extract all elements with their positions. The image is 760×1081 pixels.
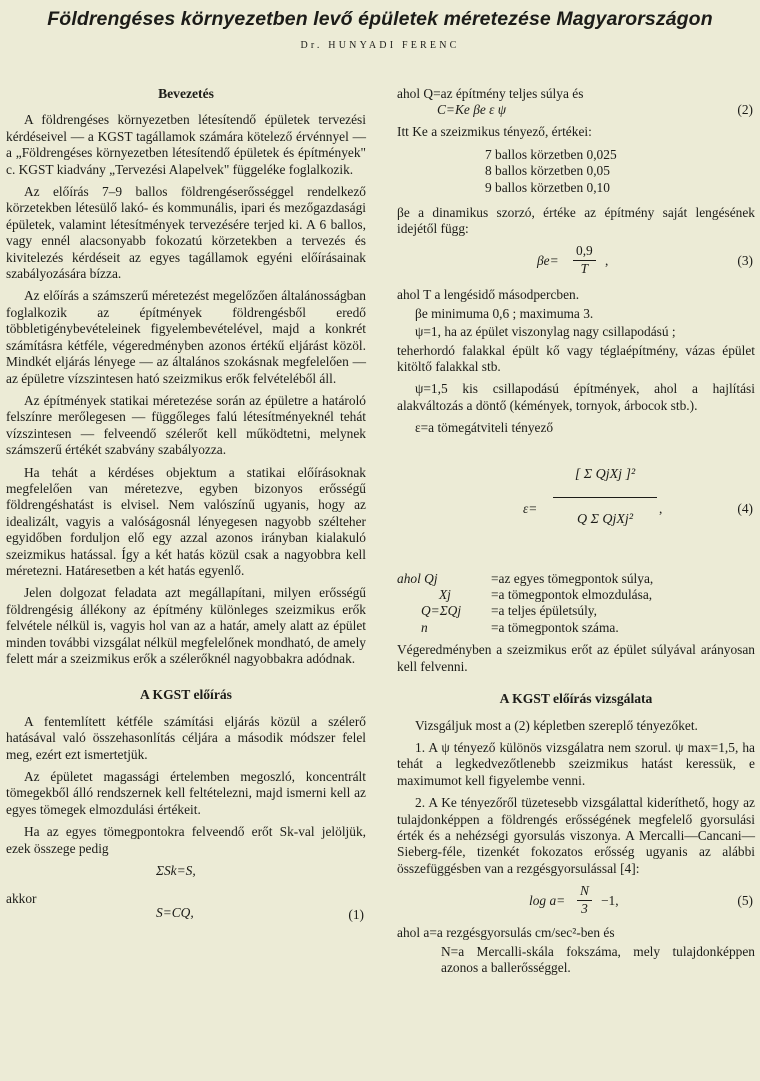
- paragraph: Itt Ke a szeizmikus tényező, értékei:: [397, 124, 592, 140]
- section-heading-kgst: A KGST előírás: [140, 687, 232, 703]
- paragraph: ψ=1, ha az épület viszonylag nagy csillapodású ;: [415, 324, 676, 340]
- fraction-numerator: [ Σ QjXj ]²: [553, 457, 657, 498]
- equation-5-lhs: log a=: [529, 893, 566, 909]
- fraction-denominator: 3: [581, 900, 588, 916]
- fraction-numerator: 0,9: [573, 243, 596, 260]
- symbol: Q=ΣQj: [421, 603, 462, 619]
- definition: =a tömegpontok száma.: [491, 619, 619, 635]
- equation-4-fraction: [553, 457, 657, 529]
- paragraph: ahol T a lengésidő másodpercben.: [397, 287, 580, 303]
- table-row: [397, 571, 657, 587]
- paragraph: Ha tehát a kérdéses objektum a statikai előírásoknak megfelelően van méretezve, egyben bizonyos erősségű földrengéshatást is elvisel. Nem valószínű ugyanis, hogy az idealizált, vagyis a valóságosnál lényegesen nagyobb szélteher egyidőben forduljon elő egy azzal azonos irányban kialakuló szeizmikus hatással. Így a két hatás közül csak a nagyobbra kell méretezni. Határesetben a két hatás egyenlő.: [6, 464, 366, 578]
- fraction-denominator: Q Σ QjXj²: [576, 512, 634, 528]
- paragraph: Vizsgáljuk most a (2) képletben szereplő tényezőket.: [415, 717, 698, 733]
- fraction-denominator: T: [580, 260, 589, 276]
- equation-number-5: (5): [737, 893, 753, 909]
- equation-number-4: (4): [737, 500, 753, 516]
- section-heading-examination: A KGST előírás vizsgálata: [499, 691, 653, 707]
- paragraph: ahol a=a rezgésgyorsulás cm/sec²-ben és: [397, 925, 615, 941]
- paragraph: 2. A Ke tényezőről tüzetesebb vizsgálattal kideríthető, hogy az tulajdonképpen a földrengés erősségének megfelelő gyorsulási érték és a nehézségi gyorsulás viszonya. A Mercalli—Cancani—Sieberg-féle, tizenkét fokozatos erősség ugyanis az alábbi összefüggésben van a rezgésgyorsulással [4]:: [397, 795, 755, 876]
- equation-3-fraction: [573, 243, 596, 277]
- paragraph: Az előírás 7–9 ballos földrengéserősséggel rendelkező körzetekben létesülő lakó- és kommunális, ipari és mezőgazdasági épületek, valamint létesítmények tervezésére terjed ki. A 6 ballos, vagy ennél alacsonyabb fokozatú körzetekben a tervezés és kivitelezés kérdéseit az egyes tagállamok egyéni előírásainak szabályozására bízza.: [6, 184, 366, 282]
- equation-1: S=CQ,: [156, 905, 194, 921]
- fraction-numerator: N: [577, 883, 592, 900]
- ke-values-list: [397, 147, 755, 197]
- paragraph: ε=a tömegátviteli tényező: [415, 420, 554, 436]
- paragraph: βe a dinamikus szorzó, értéke az építmény saját lengésének idejétől függ:: [397, 204, 755, 236]
- paragraph: A fentemlített kétféle számítási eljárás közül a szélerő hatásával való összehasonlítás céljára a második módszer felel meg, ezért ezt ismertetjük.: [6, 713, 366, 762]
- symbol: n: [421, 619, 428, 635]
- symbol-definitions: [397, 571, 657, 637]
- equation-3-comma: ,: [605, 253, 609, 269]
- equation-5-fraction: [577, 883, 592, 917]
- equation-number-1: (1): [348, 907, 364, 923]
- author-line: Dr. HUNYADI FERENC: [300, 40, 460, 51]
- equation-number-2: (2): [737, 102, 753, 118]
- list-item: 8 ballos körzetben 0,05: [485, 163, 610, 179]
- paragraph: Ha az egyes tömegpontokra felveendő erőt Sk-val jelöljük, ezek összege pedig: [6, 824, 366, 856]
- paragraph: Az építmények statikai méretezése során az épületre a határoló felszínre merőlegesen — függőleges falú létesítményeknél tehát vízszintesen — felveendő szélerőt kell működtetni, melynek számszerű értékét szabvány szabályozza.: [6, 392, 366, 458]
- table-row: [397, 603, 657, 619]
- paragraph: Az előírás a számszerű méretezést megelőzően általánosságban foglalkozik az építmények földrengésből eredő többletigénybevételeinek figyelembevételével, majd a konkrét számításra kétféle, végeredményben azonos értékű eljárást közöl. Mindkét eljárás lényege — az általános szokásnak megfelelően — az épületre vízszintesen ható szeizmikus erők felvételéből áll.: [6, 288, 366, 386]
- symbol: ahol Qj: [397, 570, 438, 586]
- table-row: [397, 587, 657, 603]
- article-title: Földrengéses környezetben levő épületek méretezése Magyarországon: [47, 8, 713, 30]
- section-heading-intro: Bevezetés: [158, 86, 214, 101]
- equation-number-3: (3): [737, 253, 753, 269]
- akkor-label: akkor: [6, 891, 37, 907]
- paragraph: Az épületet magassági értelemben megoszló, koncentrált tömegekből álló rendszernek kell feltételezni, majd ismerni kell az egyes tömegek elmozdulási értékeit.: [6, 769, 366, 817]
- equation-sum: ΣSk=S,: [156, 863, 196, 879]
- definition: =az egyes tömegpontok súlya,: [491, 570, 654, 586]
- definition: =a teljes épületsúly,: [491, 603, 597, 619]
- right-column: ahol Q=az építmény teljes súlya és C=Ke βe ε ψ (2) Itt Ke a szeizmikus tényező, értékei: 7 ballos körzetben 0,025 8 ballos körzetben 0,05 9 ballos körzetben 0,10 βe a dinamikus szorzó, értéke az építmény saját lengésének idejétől függ: βe= $\frac{0,9}{T}$ , (3) ahol T a lengésidő másodpercben. βe minimuma 0,6 ; maximuma 3. ψ=1, ha az épület viszonylag nagy csillapodású ; teherhordó falakkal épült kő vagy téglaépítmény, vázas épület kitöltő falakkal stb. ψ=1,5 kis csillapodású építmények, ahol a hajlítási alakváltozás a döntő (kémények, tornyok, árbocok stb.). ε=a tömegátviteli tényező ε= [ Σ QjXj ]² Q Σ QjXj² , (4) ahol Qj =az egyes tömegpontok súlya, Xj =a tömegpontok elmozdulása, Q=ΣQj =a teljes épületsúly, n =a tömegpontok száma. Végeredményben a szeizmikus erőt az épület súlyával arányosan kell felvenni. A KGST előírás vizsgálata Vizsgáljuk most a (2) képletben szereplő tényezőket. 1. A ψ tényező különös vizsgálatra nem szorul. ψ max=1,5, ha tehát a legkedvezőtlenebb szeizmikus hatást keressük, e maximumot kell figyelembe venni. 2. A Ke tényezőről tüzetesebb vizsgálattal kideríthető, hogy az tulajdonképpen a földrengés erősségének megfelelő gyorsulási érték és a nehézségi gyorsulás viszonya. A Mercalli—Cancani—Sieberg-féle, tizenkét fokozatos erősség ugyanis az alábbi összefüggésben van a rezgésgyorsulással [4]: log a= $\frac{N}{3}$ −1, (5) ahol a=a rezgésgyorsulás cm/sec²-ben és N=a Mercalli-skála fokszáma, mely tulajdonképpen azonos a ballerősséggel.: [397, 86, 755, 975]
- symbol: Xj: [439, 587, 451, 603]
- paragraph: βe minimuma 0,6 ; maximuma 3.: [415, 305, 594, 321]
- paragraph: ahol Q=az építmény teljes súlya és: [397, 86, 584, 101]
- equation-5-rhs: −1,: [601, 893, 619, 909]
- paragraph: teherhordó falakkal épült kő vagy téglaépítmény, vázas épület kitöltő falakkal stb.: [397, 342, 755, 375]
- paragraph: Jelen dolgozat feladata azt megállapítani, milyen erősségű földrengésig állékony az építmény különleges szeizmikus erők felvétele nélkül is, vagyis hol van az a határ, amely alatt az épület minden további vizsgálat nélkül megfelelőnek mondható, de amely felett már a szeizmikus erők a szélerőknél nagyobbakra adódnak.: [6, 585, 366, 666]
- paragraph: A földrengéses környezetben létesítendő épületek tervezési kérdéseivel — a KGST tagállamok számára kötelező érvénnyel — a „Földrengéses környezetben létesítendő épületek és építmények" c. KGST kiadvány „Tervezési Alapelvek" függeléke foglalkozik.: [6, 112, 366, 177]
- definition: =a tömegpontok elmozdulása,: [491, 587, 653, 603]
- left-column: [6, 86, 366, 935]
- list-item: 7 ballos körzetben 0,025: [485, 146, 617, 162]
- equation-2: C=Ke βe ε ψ: [437, 102, 507, 118]
- table-row: [397, 620, 657, 636]
- paragraph: 1. A ψ tényező különös vizsgálatra nem szorul. ψ max=1,5, ha tehát a legkedvezőtlenebb szeizmikus hatást keressük, e maximumot kell figyelembe venni.: [397, 739, 755, 788]
- equation-4-lhs: ε=: [523, 500, 538, 516]
- list-item: 9 ballos körzetben 0,10: [485, 180, 610, 195]
- paragraph: N=a Mercalli-skála fokszáma, mely tulajdonképpen azonos a ballerősséggel.: [441, 943, 755, 975]
- paragraph: Végeredményben a szeizmikus erőt az épület súlyával arányosan kell felvenni.: [397, 642, 755, 674]
- equation-3-lhs: βe=: [537, 253, 559, 269]
- paragraph: ψ=1,5 kis csillapodású építmények, ahol a hajlítási alakváltozás a döntő (kémények, tornyok, árbocok stb.).: [397, 381, 755, 413]
